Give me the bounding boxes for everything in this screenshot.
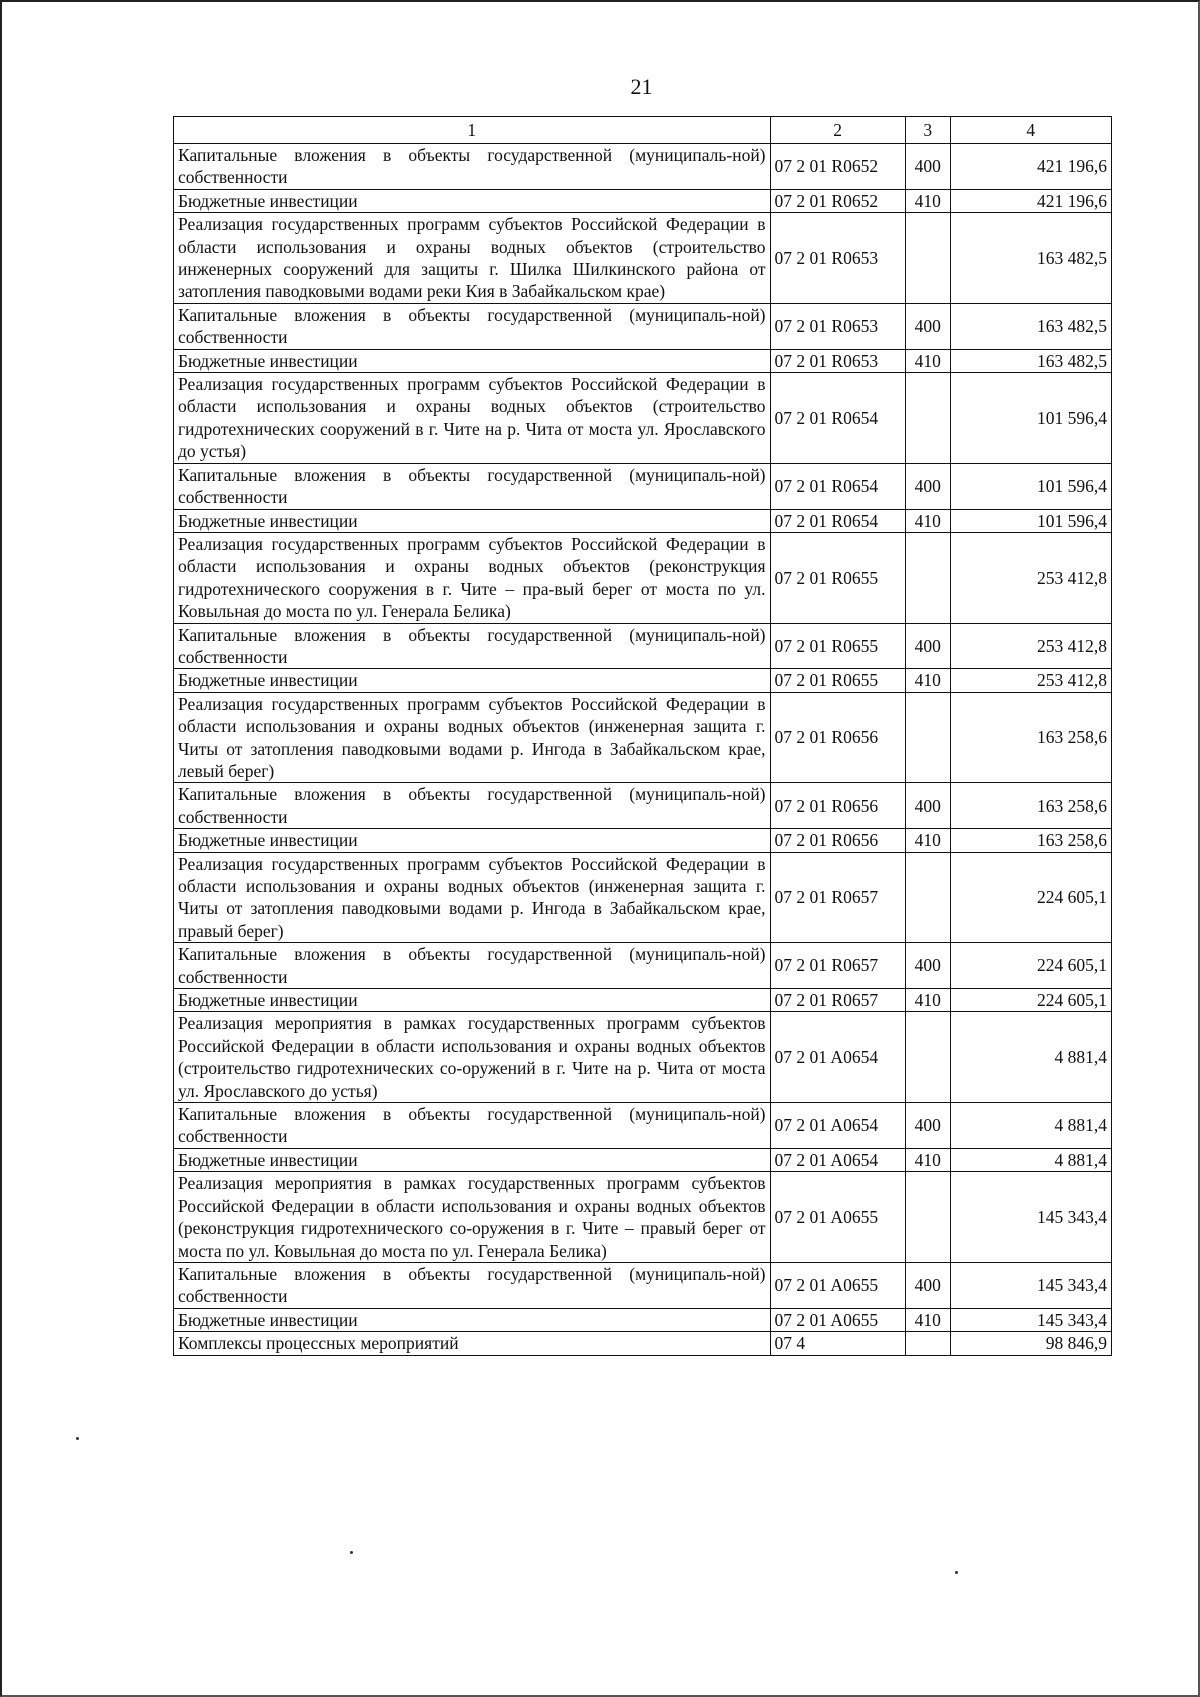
table-row bbox=[174, 189, 1112, 212]
row-sum-cell: 101 596,4 bbox=[950, 373, 1111, 464]
row-code-cell: 07 2 01 R0657 bbox=[770, 852, 905, 943]
row-name-cell: Бюджетные инвестиции bbox=[174, 1148, 771, 1171]
scan-speck bbox=[955, 1571, 958, 1574]
row-code-cell: 07 2 01 R0655 bbox=[770, 532, 905, 623]
table-row bbox=[174, 1012, 1112, 1103]
table-row bbox=[174, 213, 1112, 304]
row-name-cell: Капитальные вложения в объекты государственной (муниципаль-ной) собственности bbox=[174, 144, 771, 190]
row-sum-cell: 4 881,4 bbox=[950, 1012, 1111, 1103]
row-name-cell: Капитальные вложения в объекты государственной (муниципаль-ной) собственности bbox=[174, 303, 771, 349]
row-kvr-cell: 410 bbox=[905, 1308, 950, 1331]
table-row bbox=[174, 1148, 1112, 1171]
row-code-cell: 07 2 01 R0653 bbox=[770, 349, 905, 372]
header-col-3: 3 bbox=[905, 117, 950, 144]
page-number-text: 21 bbox=[630, 74, 653, 99]
row-name-cell: Капитальные вложения в объекты государственной (муниципаль-ной) собственности bbox=[174, 783, 771, 829]
row-code-cell: 07 2 01 A0655 bbox=[770, 1172, 905, 1263]
row-sum-cell: 253 412,8 bbox=[950, 669, 1111, 692]
row-sum-cell: 101 596,4 bbox=[950, 463, 1111, 509]
row-sum-cell: 224 605,1 bbox=[950, 989, 1111, 1012]
table-header-row bbox=[174, 117, 1112, 144]
row-code-cell: 07 4 bbox=[770, 1332, 905, 1355]
row-code-cell: 07 2 01 R0654 bbox=[770, 463, 905, 509]
row-kvr-cell: 400 bbox=[905, 943, 950, 989]
row-sum-cell: 163 258,6 bbox=[950, 783, 1111, 829]
row-code-cell: 07 2 01 R0656 bbox=[770, 829, 905, 852]
row-code-cell: 07 2 01 R0656 bbox=[770, 783, 905, 829]
row-kvr-cell: 400 bbox=[905, 303, 950, 349]
row-code-cell: 07 2 01 R0654 bbox=[770, 373, 905, 464]
row-code-cell: 07 2 01 A0654 bbox=[770, 1103, 905, 1149]
row-kvr-cell bbox=[905, 692, 950, 783]
row-kvr-cell bbox=[905, 1172, 950, 1263]
row-code-cell: 07 2 01 A0654 bbox=[770, 1148, 905, 1171]
row-sum-cell: 145 343,4 bbox=[950, 1262, 1111, 1308]
row-kvr-cell: 400 bbox=[905, 463, 950, 509]
header-col-1: 1 bbox=[174, 117, 771, 144]
row-code-cell: 07 2 01 R0656 bbox=[770, 692, 905, 783]
scan-speck bbox=[350, 1551, 353, 1554]
row-name-cell: Капитальные вложения в объекты государственной (муниципаль-ной) собственности bbox=[174, 1103, 771, 1149]
row-sum-cell: 224 605,1 bbox=[950, 943, 1111, 989]
row-kvr-cell bbox=[905, 852, 950, 943]
row-code-cell: 07 2 01 R0652 bbox=[770, 144, 905, 190]
row-name-cell: Бюджетные инвестиции bbox=[174, 1308, 771, 1331]
row-code-cell: 07 2 01 A0654 bbox=[770, 1012, 905, 1103]
row-kvr-cell: 410 bbox=[905, 189, 950, 212]
row-name-cell: Бюджетные инвестиции bbox=[174, 829, 771, 852]
row-sum-cell: 101 596,4 bbox=[950, 509, 1111, 532]
table-row bbox=[174, 373, 1112, 464]
row-name-cell: Капитальные вложения в объекты государственной (муниципаль-ной) собственности bbox=[174, 623, 771, 669]
row-kvr-cell: 410 bbox=[905, 989, 950, 1012]
row-code-cell: 07 2 01 R0653 bbox=[770, 213, 905, 304]
row-sum-cell: 421 196,6 bbox=[950, 189, 1111, 212]
table-row bbox=[174, 1332, 1112, 1355]
row-code-cell: 07 2 01 A0655 bbox=[770, 1262, 905, 1308]
row-name-cell: Бюджетные инвестиции bbox=[174, 509, 771, 532]
table-row bbox=[174, 692, 1112, 783]
row-name-cell: Бюджетные инвестиции bbox=[174, 349, 771, 372]
header-col-4: 4 bbox=[950, 117, 1111, 144]
row-kvr-cell: 410 bbox=[905, 509, 950, 532]
table-row bbox=[174, 783, 1112, 829]
row-sum-cell: 163 482,5 bbox=[950, 213, 1111, 304]
table-row bbox=[174, 509, 1112, 532]
row-kvr-cell: 410 bbox=[905, 349, 950, 372]
table-row bbox=[174, 463, 1112, 509]
row-code-cell: 07 2 01 R0652 bbox=[770, 189, 905, 212]
table-row bbox=[174, 1308, 1112, 1331]
row-name-cell: Реализация государственных программ субъектов Российской Федерации в области использования и охраны водных объектов (реконструкция гидротехнического сооружения в г. Чите – пра-вый берег от моста по ул. Ковыльная до моста по ул. Генерала Белика) bbox=[174, 532, 771, 623]
row-sum-cell: 98 846,9 bbox=[950, 1332, 1111, 1355]
row-sum-cell: 145 343,4 bbox=[950, 1308, 1111, 1331]
row-code-cell: 07 2 01 R0657 bbox=[770, 943, 905, 989]
row-code-cell: 07 2 01 R0655 bbox=[770, 623, 905, 669]
row-kvr-cell bbox=[905, 532, 950, 623]
row-name-cell: Реализация государственных программ субъектов Российской Федерации в области использования и охраны водных объектов (строительство гидротехнических сооружений в г. Чите на р. Чита от моста ул. Ярославского до устья) bbox=[174, 373, 771, 464]
row-name-cell: Комплексы процессных мероприятий bbox=[174, 1332, 771, 1355]
row-sum-cell: 421 196,6 bbox=[950, 144, 1111, 190]
table-row bbox=[174, 1103, 1112, 1149]
row-sum-cell: 163 482,5 bbox=[950, 303, 1111, 349]
row-kvr-cell: 410 bbox=[905, 669, 950, 692]
row-sum-cell: 163 482,5 bbox=[950, 349, 1111, 372]
table-row bbox=[174, 532, 1112, 623]
row-kvr-cell: 400 bbox=[905, 1262, 950, 1308]
row-name-cell: Капитальные вложения в объекты государственной (муниципаль-ной) собственности bbox=[174, 943, 771, 989]
row-name-cell: Бюджетные инвестиции bbox=[174, 669, 771, 692]
row-sum-cell: 4 881,4 bbox=[950, 1103, 1111, 1149]
table-row bbox=[174, 303, 1112, 349]
row-name-cell: Реализация государственных программ субъектов Российской Федерации в области использования и охраны водных объектов (строительство инженерных сооружений для защиты г. Шилка Шилкинского района от затопления паводковыми водами реки Кия в Забайкальском крае) bbox=[174, 213, 771, 304]
row-kvr-cell: 400 bbox=[905, 1103, 950, 1149]
row-code-cell: 07 2 01 R0653 bbox=[770, 303, 905, 349]
row-code-cell: 07 2 01 R0654 bbox=[770, 509, 905, 532]
row-kvr-cell bbox=[905, 213, 950, 304]
row-name-cell: Реализация мероприятия в рамках государственных программ субъектов Российской Федерации в области использования и охраны водных объектов (реконструкция гидротехнического со-оружения в г. Чите – правый берег от моста по ул. Ковыльная до моста по ул. Генерала Белика) bbox=[174, 1172, 771, 1263]
row-sum-cell: 145 343,4 bbox=[950, 1172, 1111, 1263]
table-row bbox=[174, 349, 1112, 372]
row-kvr-cell: 410 bbox=[905, 829, 950, 852]
table-row bbox=[174, 1262, 1112, 1308]
table-row bbox=[174, 852, 1112, 943]
table-row bbox=[174, 144, 1112, 190]
row-kvr-cell bbox=[905, 1012, 950, 1103]
row-sum-cell: 4 881,4 bbox=[950, 1148, 1111, 1171]
row-kvr-cell: 400 bbox=[905, 623, 950, 669]
row-sum-cell: 163 258,6 bbox=[950, 829, 1111, 852]
row-kvr-cell: 410 bbox=[905, 1148, 950, 1171]
row-name-cell: Бюджетные инвестиции bbox=[174, 189, 771, 212]
header-col-2: 2 bbox=[770, 117, 905, 144]
row-code-cell: 07 2 01 R0657 bbox=[770, 989, 905, 1012]
row-kvr-cell: 400 bbox=[905, 144, 950, 190]
row-name-cell: Капитальные вложения в объекты государственной (муниципаль-ной) собственности bbox=[174, 463, 771, 509]
row-name-cell: Капитальные вложения в объекты государственной (муниципаль-ной) собственности bbox=[174, 1262, 771, 1308]
row-code-cell: 07 2 01 A0655 bbox=[770, 1308, 905, 1331]
row-name-cell: Реализация мероприятия в рамках государственных программ субъектов Российской Федерации в области использования и охраны водных объектов (строительство гидротехнических со-оружений в г. Чите на р. Чита от моста ул. Ярославского до устья) bbox=[174, 1012, 771, 1103]
row-code-cell: 07 2 01 R0655 bbox=[770, 669, 905, 692]
page-number bbox=[0, 74, 1200, 100]
row-sum-cell: 224 605,1 bbox=[950, 852, 1111, 943]
row-name-cell: Реализация государственных программ субъектов Российской Федерации в области использования и охраны водных объектов (инженерная защита г. Читы от затопления паводковыми водами р. Ингода в Забайкальском крае, правый берег) bbox=[174, 852, 771, 943]
scan-speck bbox=[76, 1437, 79, 1440]
row-name-cell: Бюджетные инвестиции bbox=[174, 989, 771, 1012]
table-row bbox=[174, 1172, 1112, 1263]
row-sum-cell: 253 412,8 bbox=[950, 623, 1111, 669]
table-row bbox=[174, 989, 1112, 1012]
row-name-cell: Реализация государственных программ субъектов Российской Федерации в области использования и охраны водных объектов (инженерная защита г. Читы от затопления паводковыми водами р. Ингода в Забайкальском крае, левый берег) bbox=[174, 692, 771, 783]
budget-table bbox=[173, 116, 1112, 1356]
table-row bbox=[174, 623, 1112, 669]
row-sum-cell: 253 412,8 bbox=[950, 532, 1111, 623]
row-kvr-cell bbox=[905, 1332, 950, 1355]
table-row bbox=[174, 829, 1112, 852]
table-row bbox=[174, 669, 1112, 692]
row-sum-cell: 163 258,6 bbox=[950, 692, 1111, 783]
table-row bbox=[174, 943, 1112, 989]
row-kvr-cell: 400 bbox=[905, 783, 950, 829]
row-kvr-cell bbox=[905, 373, 950, 464]
budget-table-body bbox=[174, 117, 1112, 1356]
